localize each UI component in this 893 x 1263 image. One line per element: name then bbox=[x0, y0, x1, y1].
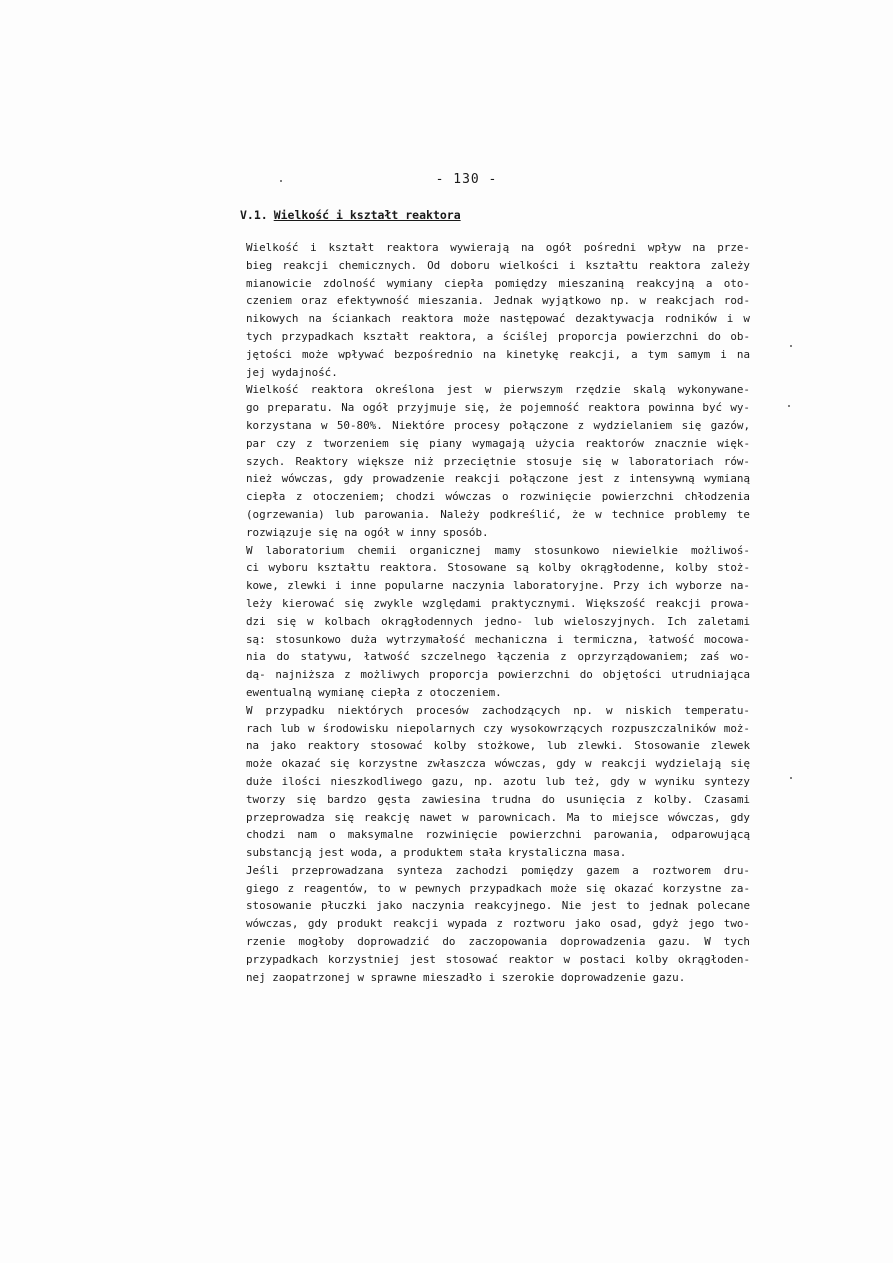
text-line: wówczas, gdy produkt reakcji wypada z roztworu jako osad, gdyż jego two- bbox=[246, 917, 750, 931]
section-title: Wielkość i kształt reaktora bbox=[273, 208, 461, 222]
text-line: mianowicie zdolność wymiany ciepła pomiędzy mieszaniną reakcyjną a oto- bbox=[246, 276, 750, 290]
text-line: ewentualną wymianę ciepła z otoczeniem. bbox=[246, 685, 502, 699]
text-line: nież wówczas, gdy prowadzenie reakcji połączone jest z intensywną wymianą bbox=[246, 472, 750, 486]
text-line: rzenie mogłoby doprowadzić do zaczopowania doprowadzenia gazu. W tych bbox=[246, 935, 750, 949]
text-line: substancją jest woda, a produktem stała krystaliczna masa. bbox=[246, 846, 627, 860]
text-line: nikowych na ściankach reaktora może następować dezaktywacja rodników i w bbox=[246, 312, 750, 326]
text-line: tworzy się bardzo gęsta zawiesina trudna do usunięcia z kolby. Czasami bbox=[246, 792, 750, 806]
text-line: giego z reagentów, to w pewnych przypadkach może się okazać korzystne za- bbox=[246, 881, 750, 895]
text-line: go preparatu. Na ogół przyjmuje się, że pojemność reaktora powinna być wy- bbox=[246, 401, 750, 415]
text-line: duże ilości nieszkodliwego gazu, np. azotu lub też, gdy w wyniku syntezy bbox=[246, 774, 750, 788]
text-line: czeniem oraz efektywność mieszania. Jednak wyjątkowo np. w reakcjach rod- bbox=[246, 294, 750, 308]
text-line: rach lub w środowisku niepolarnych czy wysokowrzących rozpuszczalników moż- bbox=[246, 721, 750, 735]
text-line: W laboratorium chemii organicznej mamy stosunkowo niewielkie możliwoś- bbox=[246, 543, 750, 557]
text-line: tych przypadkach kształt reaktora, a ściślej proporcja powierzchni do ob- bbox=[246, 329, 750, 343]
text-line: może okazać się korzystne zwłaszcza wówczas, gdy w reakcji wydzielają się bbox=[246, 757, 750, 771]
text-line: ci wyboru kształtu reaktora. Stosowane są kolby okrągłodenne, kolby stoż- bbox=[246, 561, 750, 575]
text-line: dzi się w kolbach okrągłodennych jedno- lub wieloszyjnych. Ich zaletami bbox=[246, 614, 750, 628]
text-line: W przypadku niektórych procesów zachodzących np. w niskich temperatu- bbox=[246, 703, 750, 717]
body-text bbox=[246, 239, 750, 986]
scan-speck bbox=[790, 777, 792, 779]
text-line: Wielkość reaktora określona jest w pierwszym rzędzie skalą wykonywane- bbox=[246, 383, 750, 397]
text-line: nia do statywu, łatwość szczelnego łączenia z oprzyrządowaniem; zaś wo- bbox=[246, 650, 750, 664]
text-line: bieg reakcji chemicznych. Od doboru wielkości i kształtu reaktora zależy bbox=[246, 258, 750, 272]
text-line: leży kierować się zwykle względami praktycznymi. Większość reakcji prowa- bbox=[246, 596, 750, 610]
text-line: Jeśli przeprowadzana synteza zachodzi pomiędzy gazem a roztworem dru- bbox=[246, 863, 750, 877]
text-line: jej wydajność. bbox=[246, 365, 338, 379]
text-line: chodzi nam o maksymalne rozwinięcie powierzchni parowania, odparowującą bbox=[246, 828, 750, 842]
scan-speck bbox=[280, 180, 282, 182]
section-number: V.1. bbox=[240, 208, 268, 222]
text-line: przypadkach korzystniej jest stosować reaktor w postaci kolby okrągłoden- bbox=[246, 952, 750, 966]
text-line: korzystana w 50-80%. Niektóre procesy połączone z wydzielaniem się gazów, bbox=[246, 418, 750, 432]
text-line: (ogrzewania) lub parowania. Należy podkreślić, że w technice problemy te bbox=[246, 507, 750, 521]
section-heading bbox=[240, 208, 461, 222]
text-line: par czy z tworzeniem się piany wymagają użycia reaktorów znacznie więk- bbox=[246, 436, 750, 450]
text-line: nej zaopatrzonej w sprawne mieszadło i szerokie doprowadzenie gazu. bbox=[246, 970, 686, 984]
text-line: na jako reaktory stosować kolby stożkowe, lub zlewki. Stosowanie zlewek bbox=[246, 739, 750, 753]
text-line: przeprowadza się reakcję nawet w parownicach. Ma to miejsce wówczas, gdy bbox=[246, 810, 750, 824]
text-line: rozwiązuje się na ogół w inny sposób. bbox=[246, 525, 489, 539]
text-line: Wielkość i kształt reaktora wywierają na ogół pośredni wpływ na prze- bbox=[246, 241, 750, 254]
scan-speck bbox=[790, 345, 792, 347]
text-line: kowe, zlewki i inne popularne naczynia laboratoryjne. Przy ich wyborze na- bbox=[246, 579, 750, 593]
text-line: jętości może wpływać bezpośrednio na kinetykę reakcji, a tym samym i na bbox=[246, 347, 750, 361]
text-line: ciepła z otoczeniem; chodzi wówczas o rozwinięcie powierzchni chłodzenia bbox=[246, 490, 750, 504]
text-line: stosowanie płuczki jako naczynia reakcyjnego. Nie jest to jednak polecane bbox=[246, 899, 750, 913]
text-line: dą- najniższa z możliwych proporcja powierzchni do objętości utrudniająca bbox=[246, 668, 750, 682]
page-number: - 130 - bbox=[435, 172, 498, 187]
text-line: szych. Reaktory większe niż przeciętnie stosuje się w laboratoriach rów- bbox=[246, 454, 750, 468]
text-line: są: stosunkowo duża wytrzymałość mechaniczna i termiczna, łatwość mocowa- bbox=[246, 632, 750, 646]
scan-speck bbox=[788, 405, 790, 407]
